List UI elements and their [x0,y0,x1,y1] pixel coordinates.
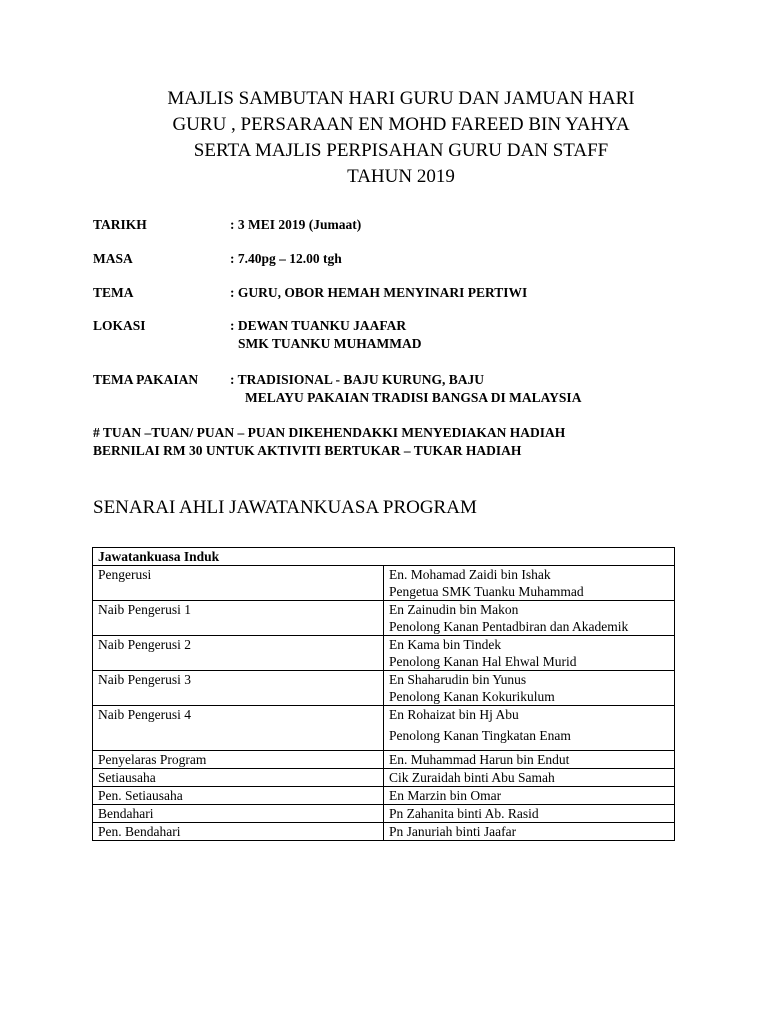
role-cell: Pen. Setiausaha [93,787,384,805]
role-cell: Naib Pengerusi 2 [93,636,384,671]
member-post: Pengetua SMK Tuanku Muhammad [389,584,584,599]
detail-label: LOKASI [93,318,146,333]
table-row [93,671,675,706]
role-cell: Penyelaras Program [93,751,384,769]
detail-value: : 3 MEI 2019 (Jumaat) [230,217,362,232]
detail-value: : GURU, OBOR HEMAH MENYINARI PERTIWI [230,285,528,300]
member-name: En Marzin bin Omar [384,787,675,805]
detail-label: TARIKH [93,217,147,232]
role-cell: Naib Pengerusi 1 [93,601,384,636]
table-row [93,706,675,751]
table-row [93,787,675,805]
member-cell [384,566,675,601]
section-title: SENARAI AHLI JAWATANKUASA PROGRAM [93,497,477,518]
member-name: En Zainudin bin Makon [389,602,519,617]
role-cell: Bendahari [93,805,384,823]
table-row [93,805,675,823]
member-post: Penolong Kanan Kokurikulum [389,689,555,704]
table-row [93,823,675,841]
role-cell: Naib Pengerusi 4 [93,706,384,751]
table-row [93,769,675,787]
title-line-1: MAJLIS SAMBUTAN HARI GURU DAN JAMUAN HARI [167,88,635,109]
document-title [95,86,707,190]
table-header-row [93,548,675,566]
role-cell: Pen. Bendahari [93,823,384,841]
detail-label: MASA [93,251,133,266]
detail-label: TEMA PAKAIAN [93,372,199,387]
detail-label: TEMA [93,285,134,300]
member-name: Pn Zahanita binti Ab. Rasid [384,805,675,823]
member-post: Penolong Kanan Tingkatan Enam [389,728,571,743]
member-name: En Shaharudin bin Yunus [389,672,527,687]
member-name: Pn Januriah binti Jaafar [384,823,675,841]
table-row [93,601,675,636]
member-name: En. Muhammad Harun bin Endut [384,751,675,769]
member-name: Cik Zuraidah binti Abu Samah [384,769,675,787]
member-post: Penolong Kanan Hal Ehwal Murid [389,654,577,669]
member-cell [384,601,675,636]
role-cell: Pengerusi [93,566,384,601]
detail-value-line-2: SMK TUANKU MUHAMMAD [238,336,422,351]
table-header: Jawatankuasa Induk [93,548,675,566]
title-line-4: TAHUN 2019 [347,166,455,187]
member-cell [384,636,675,671]
title-line-3: SERTA MAJLIS PERPISAHAN GURU DAN STAFF [193,140,609,161]
member-name: En Kama bin Tindek [389,637,502,652]
gift-note-line-1: # TUAN –TUAN/ PUAN – PUAN DIKEHENDAKKI MENYEDIAKAN HADIAH [93,425,566,440]
table-row [93,566,675,601]
table-row [93,751,675,769]
title-line-2: GURU , PERSARAAN EN MOHD FAREED BIN YAHYA [172,114,630,135]
member-name: En Rohaizat bin Hj Abu [389,707,519,722]
detail-value: : TRADISIONAL - BAJU KURUNG, BAJU [230,372,485,387]
gift-note [93,424,565,460]
detail-value-line-2: MELAYU PAKAIAN TRADISI BANGSA DI MALAYSIA [245,390,582,405]
gift-note-line-2: BERNILAI RM 30 UNTUK AKTIVITI BERTUKAR – TUKAR HADIAH [93,443,522,458]
detail-value: : 7.40pg – 12.00 tgh [230,251,342,266]
detail-value: : DEWAN TUANKU JAAFAR [230,318,407,333]
committee-table [92,547,675,841]
table-row [93,636,675,671]
member-cell [384,706,675,751]
member-cell [384,671,675,706]
member-post: Penolong Kanan Pentadbiran dan Akademik [389,619,629,634]
member-name: En. Mohamad Zaidi bin Ishak [389,567,551,582]
role-cell: Naib Pengerusi 3 [93,671,384,706]
role-cell: Setiausaha [93,769,384,787]
